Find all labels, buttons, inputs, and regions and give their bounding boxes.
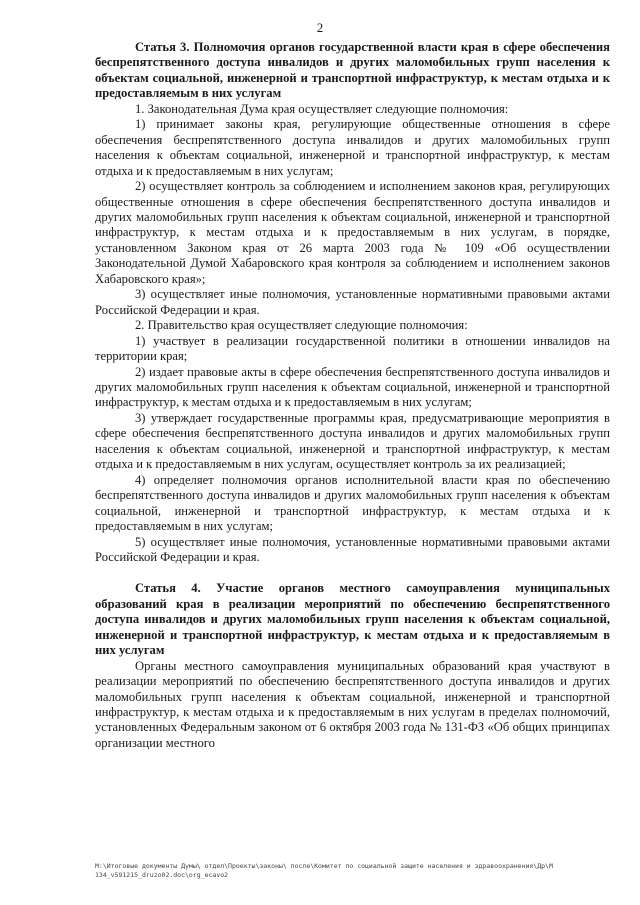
article-3-list-item: 1) принимает законы края, регулирующие общественные отношения в сфере обеспечения беспрепятственного доступа инвалидов и других маломобильных групп населения к объектам социальной, инженерной и транспортной инфраструктур, к местам отдыха и к предоставляемым в них услугам; <box>95 117 610 178</box>
file-path-footer <box>95 862 615 879</box>
article-3-list-item: 3) осуществляет иные полномочия, установленные нормативными правовыми актами Российской Федерации и края. <box>95 287 610 317</box>
article-3-heading: Статья 3. Полномочия органов государственной власти края в сфере обеспечения беспрепятственного доступа инвалидов и других маломобильных групп населения к объектам социальной, инженерной и транспортной инфраструктур, к местам отдыха и к предоставляемым в них услугам <box>95 40 610 101</box>
article-3-list-item: 5) осуществляет иные полномочия, установленные нормативными правовыми актами Российской Федерации и края. <box>95 534 610 564</box>
footer-line: 134_v591215_druzo02.doc\org_ecavo2 <box>95 870 229 879</box>
document-body <box>95 40 610 751</box>
article-3-list-item: 2) осуществляет контроль за соблюдением и исполнением законов края, регулирующих общественные отношения в сфере обеспечения беспрепятственного доступа инвалидов и других маломобильных групп населения к объектам социальной, инженерной и транспортной инфраструктур, к местам отдыха и к предоставляемым в них услугам, в порядке, установленном Законом края от 26 марта 2003 года № 109 «Об осуществлении Законодательной Думой Хабаровского края контроля за соблюдением и исполнением законов Хабаровского края»; <box>95 179 610 286</box>
article-4-paragraph: Органы местного самоуправления муниципальных образований края участвуют в реализации мероприятий по обеспечению беспрепятственного доступа инвалидов и других маломобильных групп населения к объектам социальной, инженерной и транспортной инфраструктур, к местам отдыха и к предоставляемым в них услугам в пределах полномочий, установленных Федеральным законом от 6 октября 2003 года № 131-ФЗ «Об общих принципах организации местного <box>95 658 610 750</box>
article-3-paragraph: 2. Правительство края осуществляет следующие полномочия: <box>135 318 468 333</box>
article-3-list-item: 2) издает правовые акты в сфере обеспечения беспрепятственного доступа инвалидов и других маломобильных групп населения к объектам социальной, инженерной и транспортной инфраструктур, к местам отдыха и к предоставляемым в них услугам; <box>95 364 610 410</box>
article-3-list-item: 1) участвует в реализации государственной политики в отношении инвалидов на территории края; <box>95 333 610 364</box>
page-number: 2 <box>316 20 324 35</box>
article-4-heading: Статья 4. Участие органов местного самоуправления муниципальных образований края в реализации мероприятий по обеспечению беспрепятственного доступа инвалидов и других маломобильных групп населения к объектам социальной, инженерной и транспортной инфраструктур, к местам отдыха и к предоставляемым в них услугам <box>95 581 610 658</box>
article-3-list-item: 3) утверждает государственные программы края, предусматривающие мероприятия в сфере обеспечения беспрепятственного доступа инвалидов и других маломобильных групп населения к объектам социальной, инженерной и транспортной инфраструктур, к местам отдыха и к предоставляемым в них услугам, осуществляет контроль за их реализацией; <box>95 410 610 472</box>
footer-line: M:\Итоговые документы Думы\ отдел\Проекты\законы\ после\Комитет по социальной защите населения и здравоохранения\Др\М <box>95 862 553 870</box>
article-3-paragraph: 1. Законодательная Дума края осуществляет следующие полномочия: <box>135 101 509 116</box>
article-3-list-item: 4) определяет полномочия органов исполнительной власти края по обеспечению беспрепятственного доступа инвалидов и других маломобильных групп населения к объектам социальной, инженерной и транспортной инфраструктур, к местам отдыха и к предоставляемым в них услугам; <box>95 472 610 534</box>
